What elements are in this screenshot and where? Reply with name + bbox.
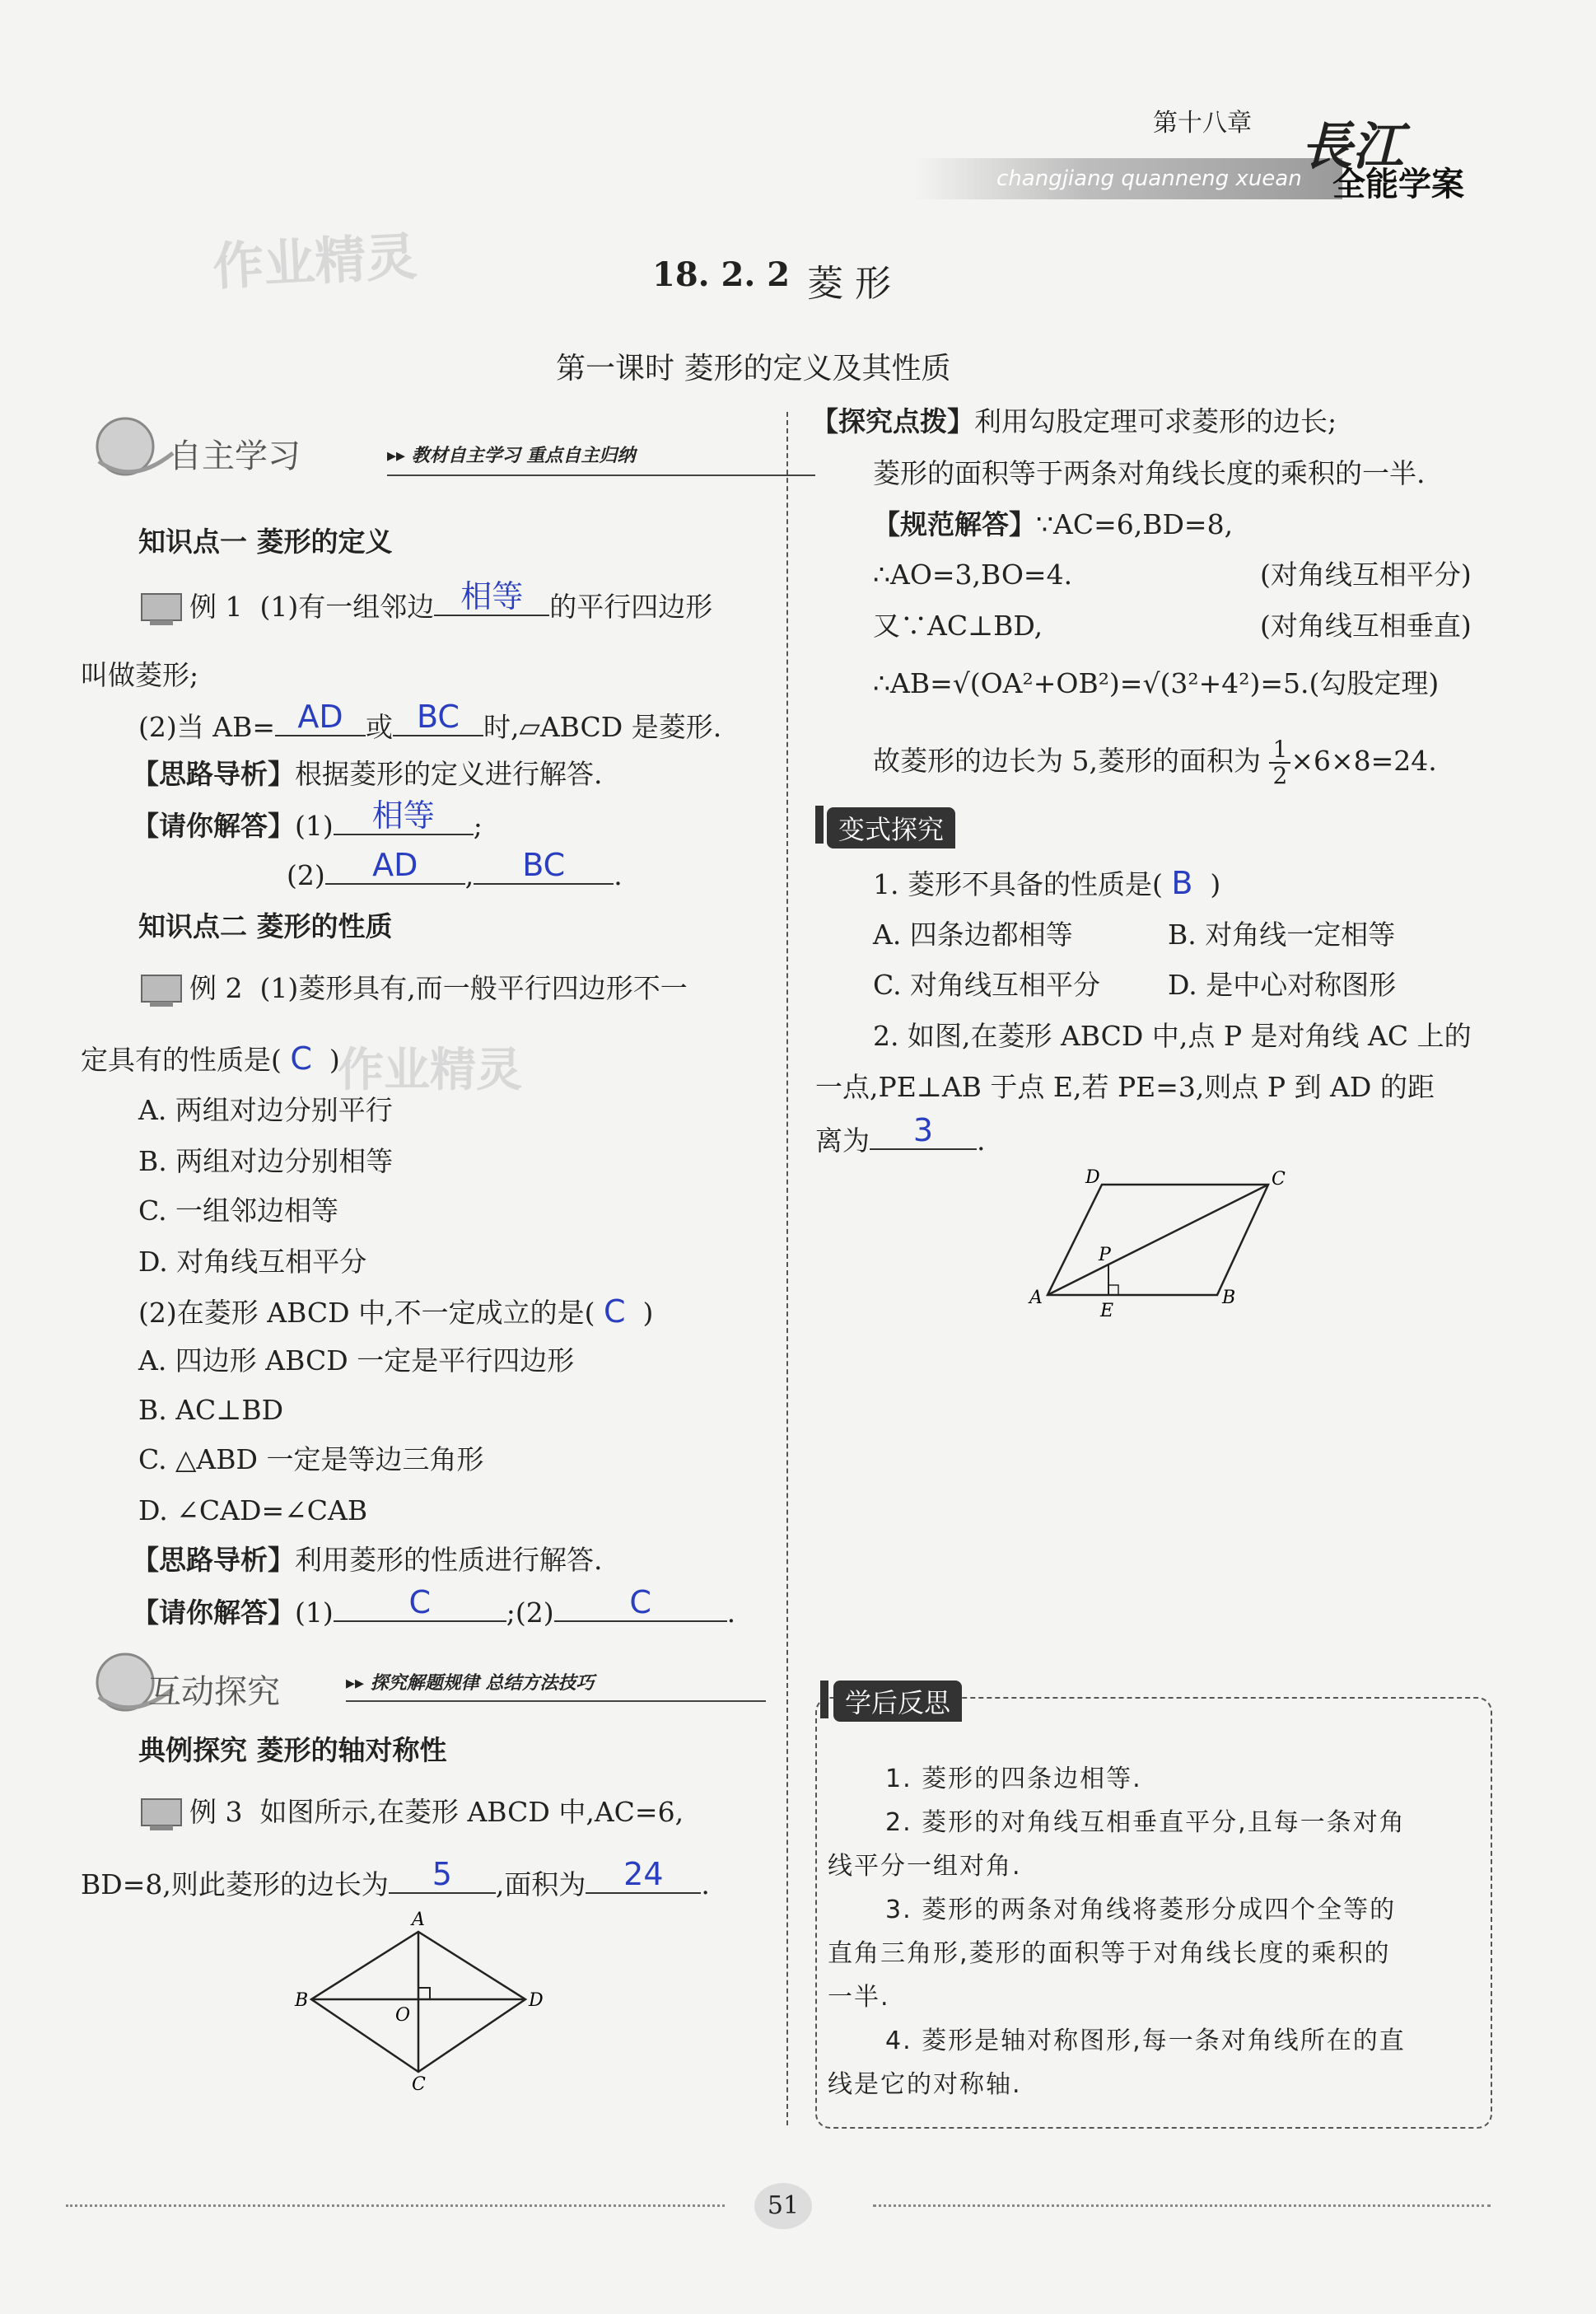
knowledge-point-1: 知识点一 菱形的定义: [138, 526, 393, 558]
interactive-title: 互动探究: [148, 1673, 280, 1711]
column-divider: [786, 412, 788, 2125]
brand-main: 全能学案: [1332, 166, 1464, 203]
vertex-label-d: D: [529, 1990, 544, 2011]
variant-q2-line2: 一点,PE⊥AB 于点 E,若 PE=3,则点 P 到 AD 的距: [815, 1071, 1435, 1103]
self-study-banner: [82, 412, 741, 486]
example-2-q2: (2)在菱形 ABCD 中,不一定成立的是( C ): [138, 1293, 654, 1330]
reflection-title: 学后反思: [833, 1681, 962, 1722]
vertex-label-c: C: [412, 2074, 426, 2092]
section-number: 18. 2. 2: [652, 255, 791, 294]
solution-step-4: ∴AB=√(OA²+OB²)=√(3²+4²)=5.(勾股定理): [873, 667, 1440, 699]
variant-banner: [815, 806, 1573, 844]
v1-option-a: A. 四条边都相等: [873, 919, 1073, 951]
section-name: 菱 形: [807, 263, 891, 305]
example-1-line3: (2)当 AB= AD 或 BC 时,▱ABCD 是菱形.: [138, 699, 722, 743]
variant-q2-line3: 离为 3 .: [815, 1112, 986, 1157]
ex2-q2-option-d: D. ∠CAD=∠CAB: [138, 1494, 368, 1526]
knowledge-point-2: 知识点二 菱形的性质: [138, 910, 393, 942]
typical-example-title: 典例探究 菱形的轴对称性: [138, 1734, 447, 1766]
explore-hint: 【探究点拨】利用勾股定理可求菱形的边长;: [811, 405, 1337, 437]
example-1-think: 【思路导析】根据菱形的定义进行解答.: [132, 758, 603, 790]
page-number: 51: [754, 2183, 812, 2229]
ex2-q2-option-a: A. 四边形 ABCD 一定是平行四边形: [138, 1344, 575, 1377]
v1-option-b: B. 对角线一定相等: [1168, 919, 1396, 951]
footer-rule-left: [66, 2204, 725, 2207]
footer-rule-right: [873, 2204, 1491, 2207]
ex2-option-d: D. 对角线互相平分: [138, 1246, 367, 1278]
brand-logo: 長江: [1301, 116, 1404, 176]
board-icon: [138, 591, 184, 627]
example-2-reply: 【请你解答】(1) C ;(2) C .: [132, 1584, 736, 1629]
example-1-reply1: 【请你解答】(1) 相等 ;: [132, 797, 483, 842]
board-icon: [138, 1796, 184, 1832]
ex2-q2-option-b: B. AC⊥BD: [138, 1394, 284, 1426]
interactive-subtitle: ▸▸ 探究解题规律 总结方法技巧: [346, 1673, 595, 1694]
example-2-think: 【思路导析】利用菱形的性质进行解答.: [132, 1544, 603, 1576]
explore-hint-2: 菱形的面积等于两条对角线长度的乘积的一半.: [873, 457, 1426, 489]
chapter-label: 第十八章: [1153, 109, 1252, 138]
self-study-subtitle: ▸▸ 教材自主学习 重点自主归纳: [387, 446, 636, 466]
fig2-label-c: C: [1272, 1169, 1286, 1190]
v1-option-d: D. 是中心对称图形: [1168, 969, 1397, 1001]
reflection-7: 4. 菱形是轴对称图形,每一条对角线所在的直: [885, 2027, 1406, 2055]
variant-q1: 1. 菱形不具备的性质是( B ): [873, 865, 1221, 901]
reflection-4: 3. 菱形的两条对角线将菱形分成四个全等的: [885, 1896, 1397, 1924]
solution-step-2: ∴AO=3,BO=4.: [873, 559, 1073, 591]
ex2-option-b: B. 两组对边分别相等: [138, 1145, 394, 1177]
interactive-banner: [82, 1648, 741, 1722]
variant-title: 变式探究: [827, 807, 955, 848]
example-1-line2: 叫做菱形;: [81, 659, 199, 691]
reflection-1: 1. 菱形的四条边相等.: [885, 1765, 1142, 1793]
vertex-label-a: A: [412, 1910, 425, 1930]
fig2-label-e: E: [1100, 1301, 1114, 1321]
ex2-option-c: C. 一组邻边相等: [138, 1194, 339, 1227]
watermark-2: 作业精灵: [338, 1044, 522, 1097]
variant-q2-line1: 2. 如图,在菱形 ABCD 中,点 P 是对角线 AC 上的: [873, 1020, 1472, 1052]
reflection-6: 一半.: [828, 1983, 890, 2012]
reflection-5: 直角三角形,菱形的面积等于对角线长度的乘积的: [828, 1939, 1391, 1968]
reflection-2: 2. 菱形的对角线互相垂直平分,且每一条对角: [885, 1808, 1406, 1837]
fig2-label-d: D: [1085, 1167, 1100, 1188]
solution-reason-3: (对角线互相垂直): [1260, 610, 1472, 642]
watermark: 作业精灵: [211, 226, 419, 297]
ex2-q2-option-c: C. △ABD 一定是等边三角形: [138, 1443, 484, 1475]
standard-solution: 【规范解答】∵AC=6,BD=8,: [873, 508, 1234, 540]
reflection-3: 线平分一组对角.: [828, 1852, 1022, 1881]
example-1-reply2: (2) AD , BC .: [287, 847, 623, 891]
ex2-option-a: A. 两组对边分别平行: [138, 1094, 393, 1126]
fraction: $\frac{1}{2}$: [1269, 737, 1290, 788]
vertex-label-b: B: [295, 1990, 309, 2011]
vertex-label-o: O: [395, 2005, 411, 2026]
rhombus-figure-2: [1021, 1162, 1293, 1326]
self-study-title: 自主学习: [169, 437, 301, 475]
rhombus-figure-1: [288, 1907, 552, 2092]
fig2-label-b: B: [1222, 1288, 1236, 1308]
example-3-line1: 例 3 如图所示,在菱形 ABCD 中,AC=6,: [138, 1796, 684, 1832]
example-2-line2: 定具有的性质是( C ): [81, 1040, 340, 1077]
solution-reason-2: (对角线互相平分): [1260, 559, 1472, 591]
globe-icon: [82, 412, 181, 486]
example-3-line2: BD=8,则此菱形的边长为 5 ,面积为 24 .: [81, 1856, 710, 1900]
reflection-8: 线是它的对称轴.: [828, 2070, 1022, 2099]
fig2-label-p: P: [1099, 1245, 1111, 1265]
example-2-line1: 例 2 (1)菱形具有,而一般平行四边形不一: [138, 972, 688, 1008]
board-icon: [138, 972, 184, 1008]
solution-step-3: 又∵AC⊥BD,: [873, 610, 1043, 642]
v1-option-c: C. 对角线互相平分: [873, 969, 1101, 1001]
fig2-label-a: A: [1029, 1288, 1043, 1308]
solution-step-5: 故菱形的边长为 5,菱形的面积为 $\frac{1}{2}$ ×6×8=24.: [873, 736, 1437, 789]
lesson-title: 第一课时 菱形的定义及其性质: [556, 352, 951, 386]
brand-pinyin: changjiang quanneng xuean: [996, 166, 1302, 191]
example-1-line1: 例 1 (1)有一组邻边 相等 的平行四边形: [138, 588, 712, 627]
